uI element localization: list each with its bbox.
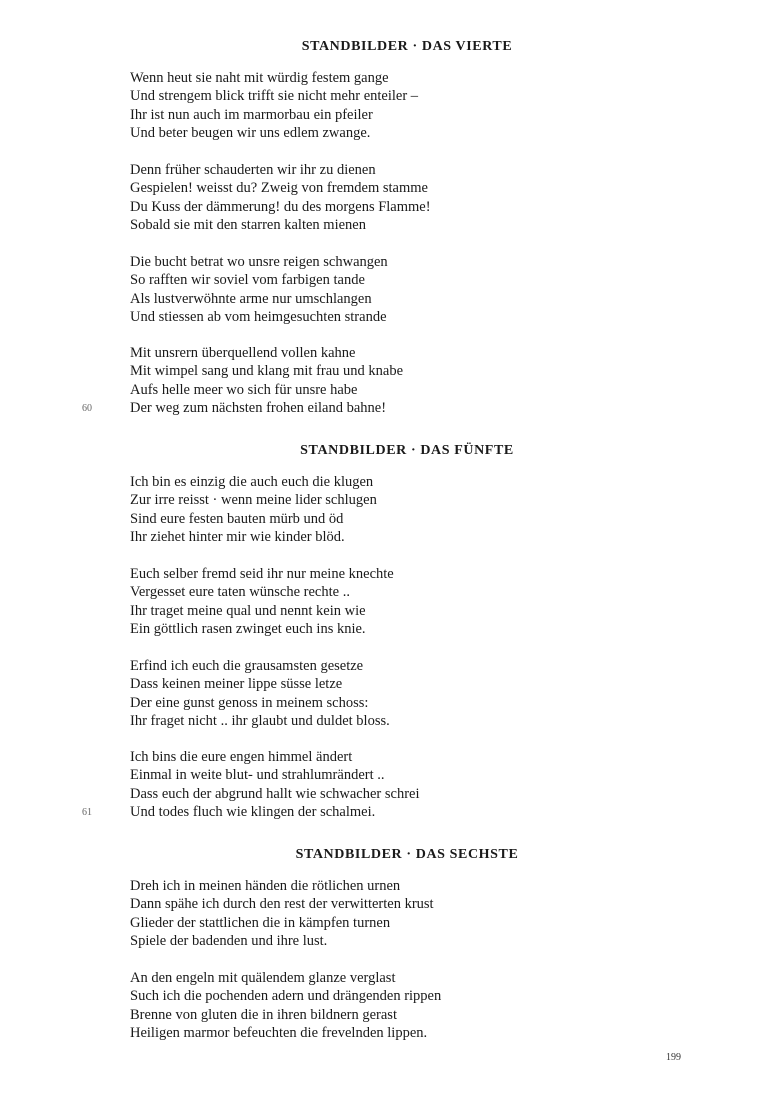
stanza <box>130 69 690 142</box>
verse-line: Vergesset eure taten wünsche rechte .. <box>130 584 350 601</box>
verse-line: Erfind ich euch die grausamsten gesetze <box>130 658 364 674</box>
verse-line: Mit wimpel sang und klang mit frau und knabe <box>130 363 404 380</box>
margin-line-number: 61 <box>82 807 92 818</box>
stanza <box>130 473 690 546</box>
verse-line: Denn früher schauderten wir ihr zu dienen <box>130 162 376 178</box>
verse-line: Dreh ich in meinen händen die rötlichen urnen <box>130 878 401 894</box>
verse-line: Ich bin es einzig die auch euch die klugen <box>130 474 374 490</box>
stanza <box>130 253 690 326</box>
stanza <box>130 344 690 417</box>
verse-line: Spiele der badenden und ihre lust. <box>130 932 328 949</box>
verse-line: Such ich die pochenden adern und drängenden rippen <box>130 988 442 1005</box>
stanza <box>130 969 690 1042</box>
verse-line: Ihr fraget nicht .. ihr glaubt und duldet bloss. <box>130 712 390 729</box>
verse-line: Aufs helle meer wo sich für unsre habe <box>130 381 358 398</box>
verse-line: Zur irre reisst · wenn meine lider schlugen <box>130 492 377 509</box>
verse-line: Brenne von gluten die in ihren bildnern gerast <box>130 1006 397 1023</box>
verse-line: Ihr ziehet hinter mir wie kinder blöd. <box>130 528 345 545</box>
verse-line: So rafften wir soviel vom farbigen tande <box>130 272 365 289</box>
verse-line: Mit unsrern überquellend vollen kahne <box>130 345 356 361</box>
verse-line: Ich bins die eure engen himmel ändert <box>130 749 353 765</box>
verse-line: Du Kuss der dämmerung! du des morgens Flamme! <box>130 198 431 215</box>
verse-line: Der weg zum nächsten frohen eiland bahne! <box>130 399 387 416</box>
verse-line: Einmal in weite blut- und strahlumrändert .. <box>130 767 385 784</box>
poem-title: STANDBILDER · DAS VIERTE <box>301 39 513 54</box>
verse-line: Und stiessen ab vom heimgesuchten strande <box>130 308 387 325</box>
verse-line: Sobald sie mit den starren kalten mienen <box>130 216 366 233</box>
stanza <box>130 161 690 234</box>
stanza <box>130 877 690 950</box>
page-number: 199 <box>666 1052 681 1063</box>
verse-line: Dass keinen meiner lippe süsse letze <box>130 676 343 693</box>
verse-line: Wenn heut sie naht mit würdig festem gange <box>130 70 389 86</box>
verse-line: An den engeln mit quälendem glanze verglast <box>130 970 396 986</box>
poem-title: STANDBILDER · DAS SECHSTE <box>295 847 519 862</box>
verse-line: Und strengem blick trifft sie nicht mehr enteiler – <box>130 88 419 105</box>
verse-line: Ein göttlich rasen zwinget euch ins knie. <box>130 620 366 637</box>
poem-title: STANDBILDER · DAS FÜNFTE <box>300 443 514 458</box>
verse-line: Dass euch der abgrund hallt wie schwacher schrei <box>130 785 420 802</box>
verse-line: Der eine gunst genoss in meinem schoss: <box>130 694 369 711</box>
verse-line: Ihr traget meine qual und nennt kein wie <box>130 602 366 619</box>
verse-line: Als lustverwöhnte arme nur umschlangen <box>130 290 372 307</box>
verse-line: Dann spähe ich durch den rest der verwitterten krust <box>130 896 434 913</box>
stanza <box>130 657 690 730</box>
verse-line: Gespielen! weisst du? Zweig von fremdem stamme <box>130 180 428 197</box>
verse-line: Die bucht betrat wo unsre reigen schwangen <box>130 254 388 270</box>
stanza <box>130 748 690 821</box>
verse-line: Ihr ist nun auch im marmorbau ein pfeiler <box>130 106 373 123</box>
verse-line: Euch selber fremd seid ihr nur meine knechte <box>130 566 394 582</box>
verse-line: Heiligen marmor befeuchten die frevelnden lippen. <box>130 1024 428 1041</box>
verse-line: Glieder der stattlichen die in kämpfen turnen <box>130 914 391 931</box>
margin-line-number: 60 <box>82 403 92 414</box>
verse-line: Und todes fluch wie klingen der schalmei. <box>130 803 376 820</box>
verse-line: Und beter beugen wir uns edlem zwange. <box>130 124 371 141</box>
verse-line: Sind eure festen bauten mürb und öd <box>130 510 344 527</box>
stanza <box>130 565 690 638</box>
